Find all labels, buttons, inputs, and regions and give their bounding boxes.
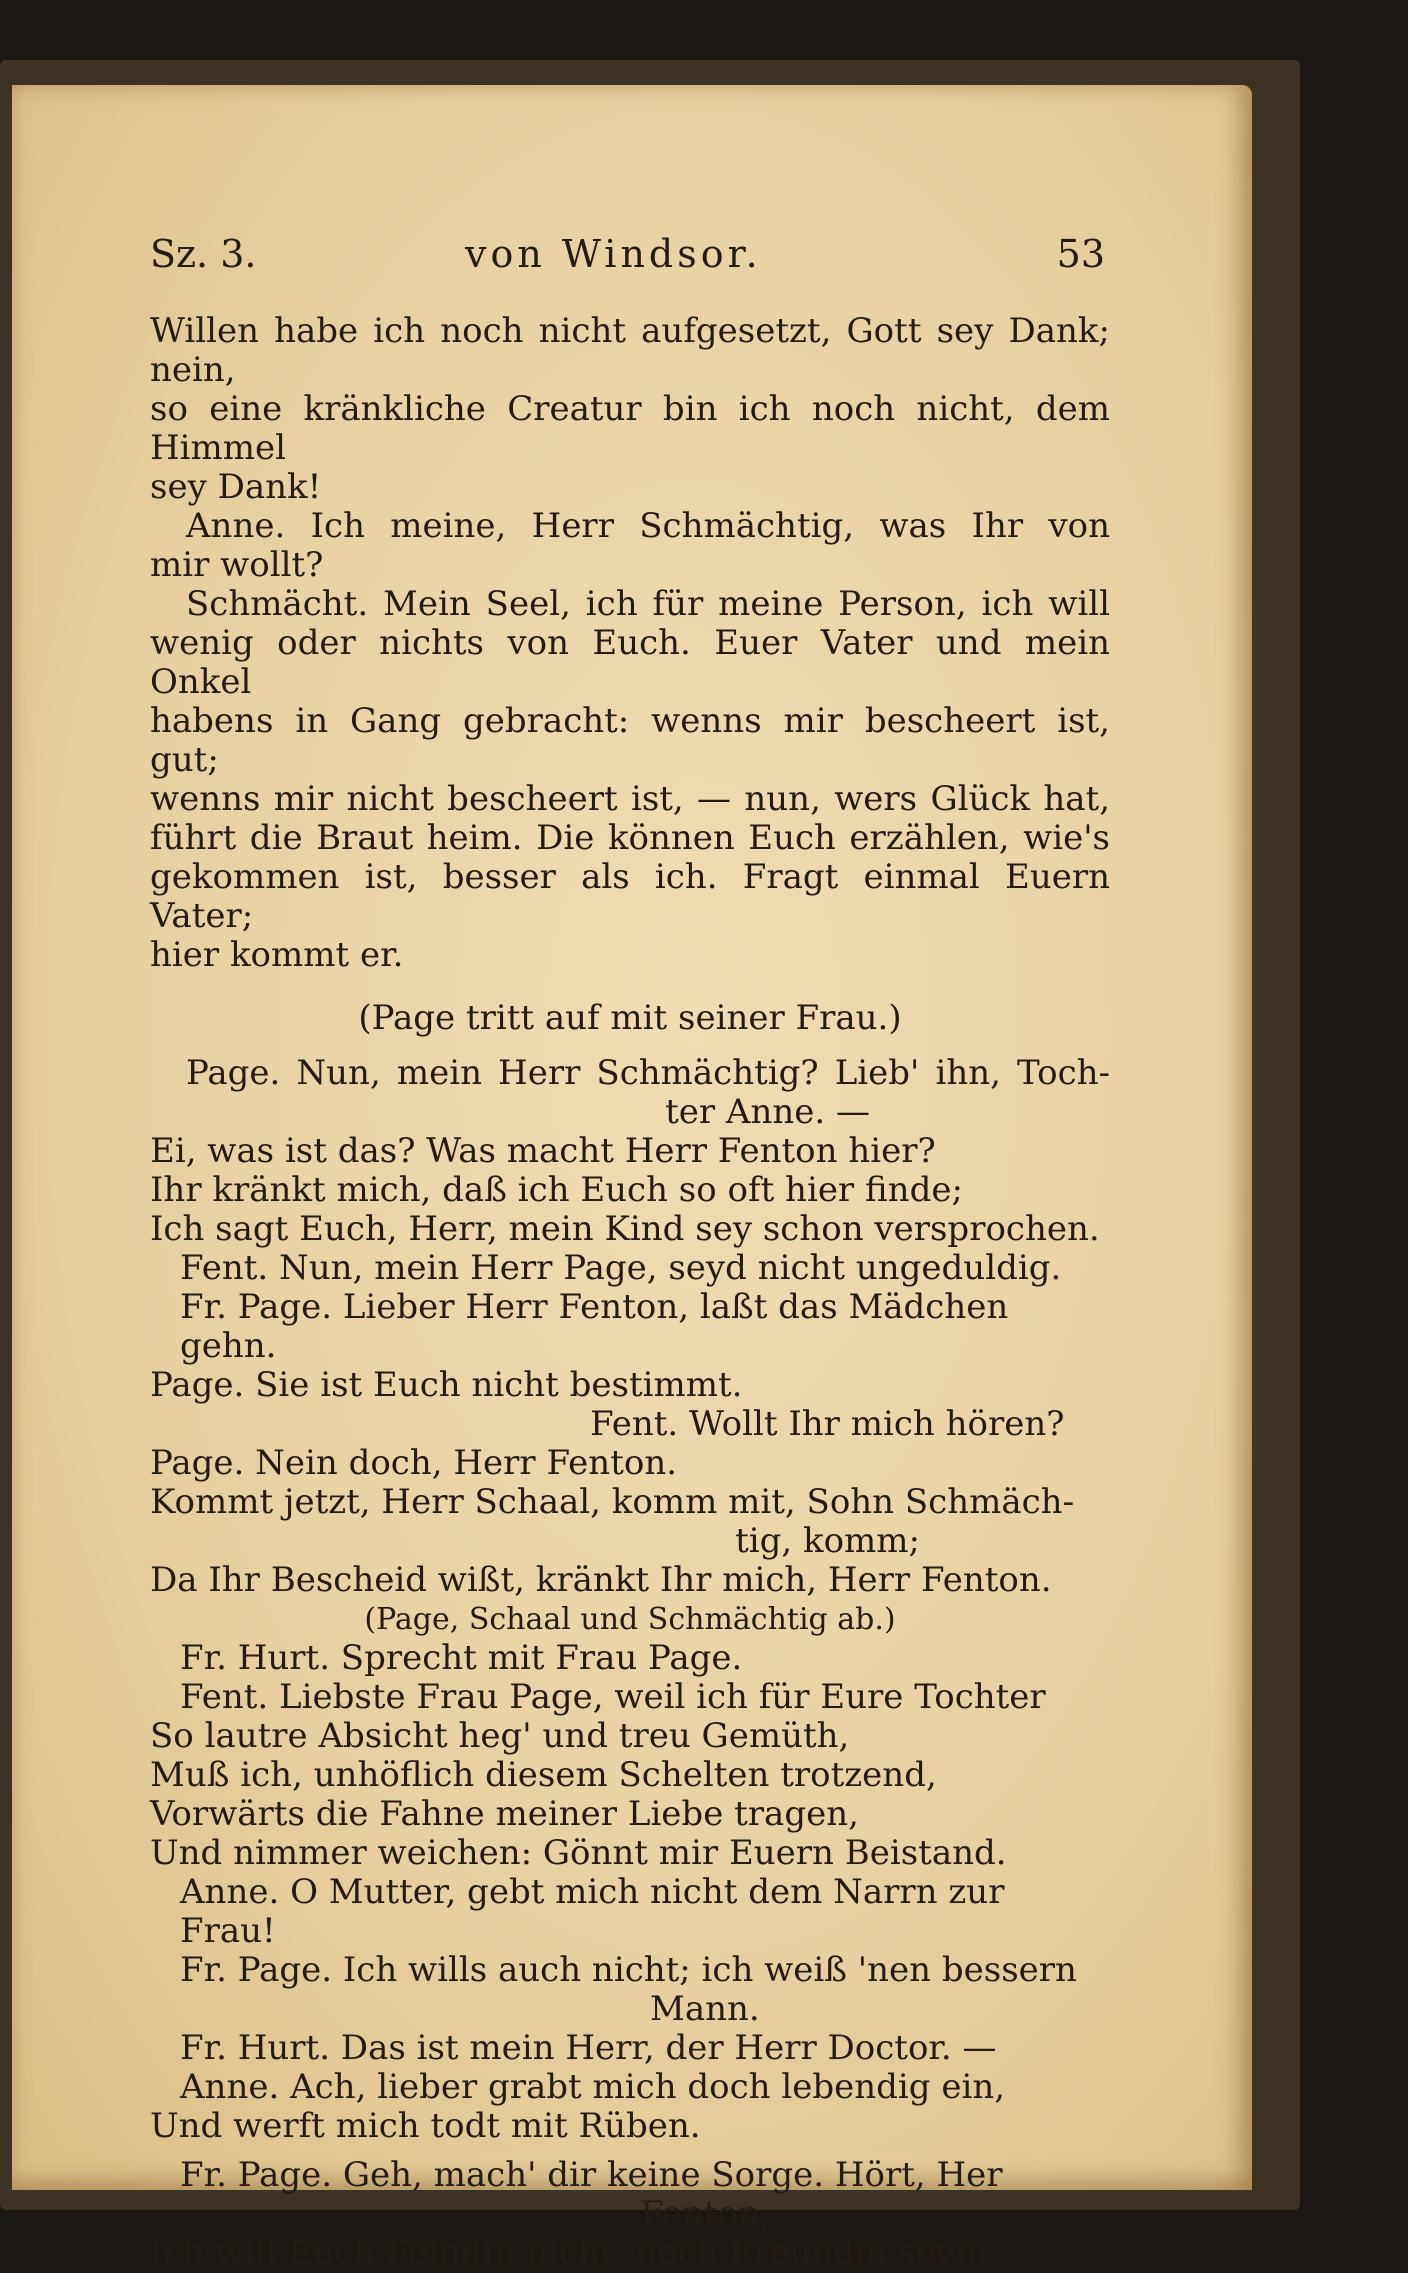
running-title: von Windsor. xyxy=(465,232,762,276)
page-number: 53 xyxy=(1056,232,1105,276)
verse-line: Ihr kränkt mich, daß ich Euch so oft hier finde; xyxy=(150,1170,963,1210)
verse-line: Fr. Hurt. Sprecht mit Frau Page. xyxy=(180,1638,743,1678)
verse-line: Page. Nein doch, Herr Fenton. xyxy=(150,1443,678,1483)
text-line: sey Dank! xyxy=(150,467,322,507)
verse-line: Ei, was ist das? Was macht Herr Fenton hier? xyxy=(150,1131,936,1171)
verse-line: Fenton, xyxy=(640,2194,771,2234)
verse-line: Kommt jetzt, Herr Schaal, komm mit, Sohn Schmäch- xyxy=(150,1482,1075,1522)
verse-line: Vorwärts die Fahne meiner Liebe tragen, xyxy=(150,1794,859,1834)
verse-line: So lautre Absicht heg' und treu Gemüth, xyxy=(150,1716,850,1756)
text-line: so eine kränkliche Creatur bin ich noch nicht, dem Himmel xyxy=(150,389,1110,468)
text-line: Page. Nun, mein Herr Schmächtig? Lieb' ihn, Toch- xyxy=(186,1053,1110,1093)
verse-line: Fent. Liebste Frau Page, weil ich für Eure Tochter xyxy=(180,1677,1046,1717)
verse-line: Mann. xyxy=(650,1989,760,2029)
verse-line: tig, komm; xyxy=(735,1521,920,1561)
text-line: Willen habe ich noch nicht aufgesetzt, Gott sey Dank; nein, xyxy=(150,311,1110,390)
verse-line: Fr. Page. Geh, mach' dir keine Sorge. Hört, Her xyxy=(180,2155,1003,2195)
verse-line: Anne. Ach, lieber grabt mich doch lebendig ein, xyxy=(180,2067,1006,2107)
text-line: wenns mir nicht bescheert ist, — nun, wers Glück hat, xyxy=(150,779,1110,819)
text-line: führt die Braut heim. Die können Euch erzählen, wie's xyxy=(150,818,1110,858)
text-line: gekommen ist, besser als ich. Fragt einmal Euern Vater; xyxy=(150,857,1110,936)
text-line: habens in Gang gebracht: wenns mir bescheert ist, gut; xyxy=(150,701,1110,780)
scene-label: Sz. 3. xyxy=(150,232,257,276)
verse-line: Fr. Page. Ich wills auch nicht; ich weiß 'nen bessern xyxy=(180,1950,1077,1990)
verse-line: Anne. O Mutter, gebt mich nicht dem Narrn zur Frau! xyxy=(180,1872,1005,1951)
stage-direction: (Page, Schaal und Schmächtig ab.) xyxy=(364,1602,896,1637)
text-line: mir wollt? xyxy=(150,545,324,585)
verse-line: Da Ihr Bescheid wißt, kränkt Ihr mich, Herr Fenton. xyxy=(150,1560,1052,1600)
verse-line: Fr. Hurt. Das ist mein Herr, der Herr Doctor. — xyxy=(180,2028,997,2068)
text-line: hier kommt er. xyxy=(150,935,404,975)
verse-line: Ich sagt Euch, Herr, mein Kind sey schon versprochen. xyxy=(150,1209,1100,1249)
running-header xyxy=(150,230,1110,290)
verse-line: Fent. Wollt Ihr mich hören? xyxy=(590,1404,1065,1444)
verse-line: Und nimmer weichen: Gönnt mir Euern Beistand. xyxy=(150,1833,1007,1873)
verse-line: Muß ich, unhöflich diesem Schelten trotzend, xyxy=(150,1755,937,1795)
text-line: ter Anne. — xyxy=(665,1092,870,1132)
verse-line: Fr. Page. Lieber Herr Fenton, laßt das Mädchen gehn. xyxy=(180,1287,1009,1366)
stage-direction: (Page tritt auf mit seiner Frau.) xyxy=(358,998,902,1038)
verse-line: Ich will Euch Feindin nicht, noch Freundin seyn; xyxy=(150,2233,989,2273)
verse-line: Und werft mich todt mit Rüben. xyxy=(150,2106,701,2146)
verse-line: Fent. Nun, mein Herr Page, seyd nicht ungeduldig. xyxy=(180,1248,1062,1288)
verse-line: Page. Sie ist Euch nicht bestimmt. xyxy=(150,1365,743,1405)
text-line: wenig oder nichts von Euch. Euer Vater und mein Onkel xyxy=(150,623,1110,702)
text-line: Schmächt. Mein Seel, ich für meine Person, ich will xyxy=(186,584,1110,624)
page-text xyxy=(150,230,1110,2273)
text-line: Anne. Ich meine, Herr Schmächtig, was Ihr von xyxy=(186,506,1110,546)
